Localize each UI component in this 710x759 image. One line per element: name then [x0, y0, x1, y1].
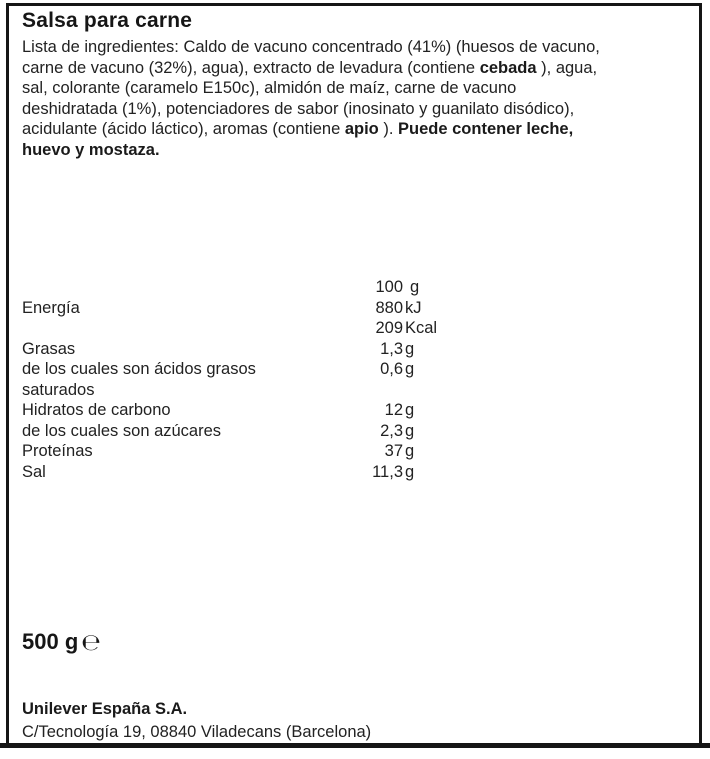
nutrient-unit: g: [405, 401, 415, 419]
company-name: Unilever España S.A.: [22, 700, 188, 718]
ingredients-text: Lista de ingredientes: Caldo de vacuno concentrado (41%) (huesos de vacuno,: [22, 38, 600, 56]
manufacturer-block: [22, 698, 642, 743]
ingredients-line: [22, 119, 682, 140]
nutrient-label: Proteínas: [22, 442, 93, 460]
nutrient-unit: g: [405, 360, 415, 378]
ingredients-bold-text: Puede contener leche,: [398, 120, 574, 139]
bottom-border-rule: [0, 743, 710, 748]
estimated-sign: ℮: [81, 630, 101, 656]
nutrient-label: Sal: [22, 462, 46, 481]
ingredients-bold-text: huevo y mostaza.: [22, 140, 160, 159]
nutrient-amount: [359, 380, 403, 401]
nutrient-amount: 11,3: [372, 462, 403, 481]
nutrient-label: Energía: [22, 298, 80, 317]
ingredients-line: [22, 78, 682, 99]
nutrient-amount: 880: [375, 298, 403, 317]
ingredients-text: ).: [378, 120, 399, 139]
product-title: Salsa para carne: [22, 9, 193, 32]
nutrient-unit: g: [405, 462, 415, 481]
nutrient-label: saturados: [22, 380, 95, 399]
nutrient-amount: 2,3: [380, 421, 403, 440]
nutrient-unit: g: [405, 421, 415, 440]
nutrition-row: [22, 339, 492, 360]
nutrition-row: [22, 421, 492, 442]
ingredients-bold-text: apio: [344, 120, 379, 139]
ingredients-bold-text: cebada: [479, 58, 537, 77]
nutrient-label: [22, 277, 359, 298]
nutrient-unit: Kcal: [405, 319, 438, 337]
ingredients-text: ), agua,: [536, 58, 598, 77]
nutrient-amount: 100: [375, 278, 403, 296]
nutrient-amount: 12: [384, 401, 403, 419]
nutrient-amount: 37: [384, 442, 403, 460]
ingredients-line: [22, 99, 682, 120]
ingredients-text: deshidratada (1%), potenciadores de sabor (inosinato y guanilato disódico),: [22, 99, 575, 118]
nutrient-unit: g: [405, 442, 415, 460]
company-address: C/Tecnología 19, 08840 Viladecans (Barcelona): [22, 722, 372, 741]
ingredients-text: sal, colorante (caramelo E150c), almidón de maíz, carne de vacuno: [22, 79, 517, 98]
ingredients-text: carne de vacuno (32%), agua), extracto de levadura (contiene: [22, 58, 480, 77]
nutrient-label: Hidratos de carbono: [22, 401, 171, 419]
ingredients-line: [22, 37, 682, 58]
nutrition-row: [22, 441, 492, 462]
nutrition-row: [22, 380, 492, 401]
nutrient-amount: 0,6: [380, 360, 403, 378]
nutrient-label: Grasas: [22, 339, 76, 358]
nutrient-unit: kJ: [405, 298, 422, 317]
nutrition-table: [22, 277, 492, 482]
ingredients-text: acidulante (ácido láctico), aromas (contiene: [22, 120, 345, 139]
ingredients-paragraph: [22, 37, 682, 161]
nutrition-row: [22, 298, 492, 319]
nutrition-row: [22, 400, 492, 421]
nutrient-amount: 1,3: [380, 339, 403, 358]
ingredients-line: [22, 58, 682, 79]
nutrient-unit: g: [405, 339, 415, 358]
nutrition-row: [22, 277, 492, 298]
nutrition-row: [22, 318, 492, 339]
nutrition-row: [22, 359, 492, 380]
ingredients-line: [22, 140, 682, 161]
nutrient-label: de los cuales son ácidos grasos: [22, 360, 256, 378]
net-weight-value: 500 g: [22, 629, 79, 654]
net-weight: [22, 629, 101, 656]
nutrition-row: [22, 462, 492, 483]
nutrient-label: [22, 318, 359, 339]
nutrient-amount: 209: [375, 319, 403, 337]
nutrient-label: de los cuales son azúcares: [22, 421, 222, 440]
nutrient-unit: g: [410, 278, 420, 296]
